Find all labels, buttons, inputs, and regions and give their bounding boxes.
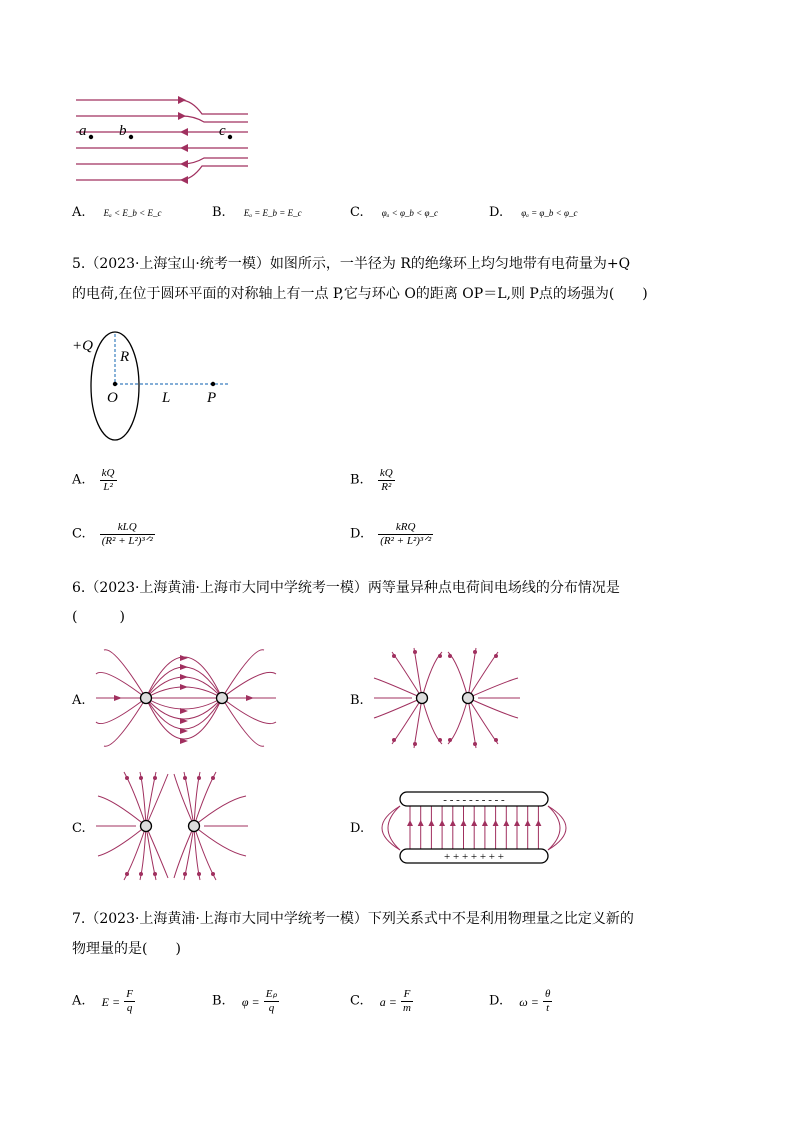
numerator: Eₚ <box>265 988 278 1000</box>
q7-option-d[interactable] <box>489 988 552 1015</box>
center-label: O <box>107 390 118 406</box>
q6-option-a-label[interactable]: A. <box>72 693 86 708</box>
plate-field-arrow <box>461 820 467 826</box>
option-expr: φₐ = φ_b < φ_c <box>521 208 578 218</box>
option-label: D. <box>489 205 504 220</box>
denominator: q <box>264 1001 279 1015</box>
q7-option-c[interactable] <box>350 988 413 1015</box>
numerator: θ <box>544 988 551 1000</box>
denominator: R² <box>378 480 395 494</box>
plate-field-arrow <box>493 820 499 826</box>
fraction <box>543 988 552 1015</box>
option-label: A. <box>72 205 86 220</box>
fraction <box>264 988 279 1015</box>
radius-label: R <box>120 349 130 365</box>
numerator: kQ <box>379 467 393 479</box>
point-c-label: c <box>219 123 226 139</box>
fraction <box>401 988 413 1015</box>
option-label: B. <box>350 472 364 488</box>
numerator: kQ <box>101 467 115 479</box>
negative-plate-signs: - - - - - - - - - - <box>443 794 505 806</box>
option-label: A. <box>72 993 86 1009</box>
fraction <box>378 467 395 494</box>
q5-ring-figure <box>70 330 240 446</box>
q7-option-b[interactable] <box>212 988 279 1015</box>
plate-field-arrow <box>535 820 541 826</box>
q6-option-d-label[interactable]: D. <box>350 821 365 836</box>
plate-field-arrow <box>514 820 520 826</box>
point-b-label: b <box>119 123 127 139</box>
q4-option-b[interactable] <box>212 203 302 223</box>
plate-field-arrow <box>525 820 531 826</box>
q6-figure-d-plates[interactable] <box>370 788 580 868</box>
plate-field-arrow <box>439 820 445 826</box>
charge-label: +Q <box>72 338 93 354</box>
numerator: kRQ <box>395 521 416 533</box>
denominator: m <box>403 1002 411 1014</box>
denominator: (R² + L²)³ᐟ² <box>101 535 153 547</box>
q5-stem-line2: 的电荷,在位于圆环平面的对称轴上有一点 P,它与环心 O的距离 OP＝L,则 P点的场强为( ) <box>72 286 648 302</box>
q6-figure-b-like-charges[interactable] <box>372 646 522 750</box>
q6-option-c-label[interactable]: C. <box>72 821 86 836</box>
option-lhs: φ = <box>241 994 260 1009</box>
option-label: B. <box>212 205 226 220</box>
option-label: A. <box>72 472 86 488</box>
plate-field-arrow <box>428 820 434 826</box>
q4-option-a[interactable] <box>72 203 161 223</box>
fraction <box>100 467 117 494</box>
point-a-label: a <box>79 123 87 139</box>
q6-stem-line2: ( ) <box>72 609 125 625</box>
option-lhs: E = <box>101 994 121 1009</box>
denominator: q <box>124 1001 135 1015</box>
q5-option-d[interactable] <box>350 521 433 548</box>
denominator: t <box>543 1001 552 1015</box>
point-p-label: P <box>207 390 217 406</box>
plate-field-arrow <box>407 820 413 826</box>
plate-field-arrow <box>471 820 477 826</box>
plate-field-arrow <box>503 820 509 826</box>
q7-stem-line2: 物理量的是( ) <box>72 941 181 957</box>
option-label: D. <box>489 993 504 1009</box>
q6-stem-line1: 6.（2023·上海黄浦·上海市大同中学统考一模）两等量异种点电荷间电场线的分布情况是 <box>72 580 620 596</box>
option-label: C. <box>72 526 86 542</box>
numerator: kLQ <box>117 521 137 533</box>
numerator: F <box>403 988 411 1000</box>
q6-option-b-label[interactable]: B. <box>350 693 364 708</box>
option-label: B. <box>212 993 226 1009</box>
q7-option-a[interactable] <box>72 988 135 1015</box>
plate-field-arrow <box>450 820 456 826</box>
plate-field-arrow <box>418 820 424 826</box>
distance-label: L <box>162 390 171 406</box>
option-label: D. <box>350 526 365 542</box>
option-lhs: ω = <box>519 994 539 1009</box>
numerator: F <box>126 988 133 1000</box>
fraction <box>124 988 135 1015</box>
option-label: C. <box>350 993 364 1009</box>
q5-option-c[interactable] <box>72 521 155 548</box>
denominator: L² <box>100 480 117 494</box>
q4-option-d[interactable] <box>489 203 577 223</box>
q6-figure-a-dipole[interactable] <box>94 646 278 750</box>
option-label: C. <box>350 205 364 220</box>
q5-stem-line1: 5.（2023·上海宝山·统考一模）如图所示，一半径为 R的绝缘环上均匀地带有电荷量为+Q <box>72 256 631 272</box>
option-expr: Eₐ < E_b < E_c <box>103 208 162 218</box>
q5-option-a[interactable] <box>72 467 117 494</box>
positive-plate-signs: + + + + + + + <box>444 851 504 863</box>
q5-option-b[interactable] <box>350 467 395 494</box>
option-expr: Eₐ = E_b = E_c <box>243 208 302 218</box>
denominator: (R² + L²)³ᐟ² <box>380 535 432 547</box>
q7-stem-line1: 7.（2023·上海黄浦·上海市大同中学统考一模）下列关系式中不是利用物理量之比定义新的 <box>72 911 634 927</box>
q6-figure-c-fan-lines[interactable] <box>94 770 250 882</box>
q4-option-c[interactable] <box>350 203 438 223</box>
option-lhs: a = <box>379 994 397 1009</box>
fraction <box>100 521 155 548</box>
plate-field-arrow <box>482 820 488 826</box>
option-expr: φₐ < φ_b < φ_c <box>381 208 438 218</box>
fraction <box>378 521 433 548</box>
q4-field-lines-figure <box>70 90 260 190</box>
